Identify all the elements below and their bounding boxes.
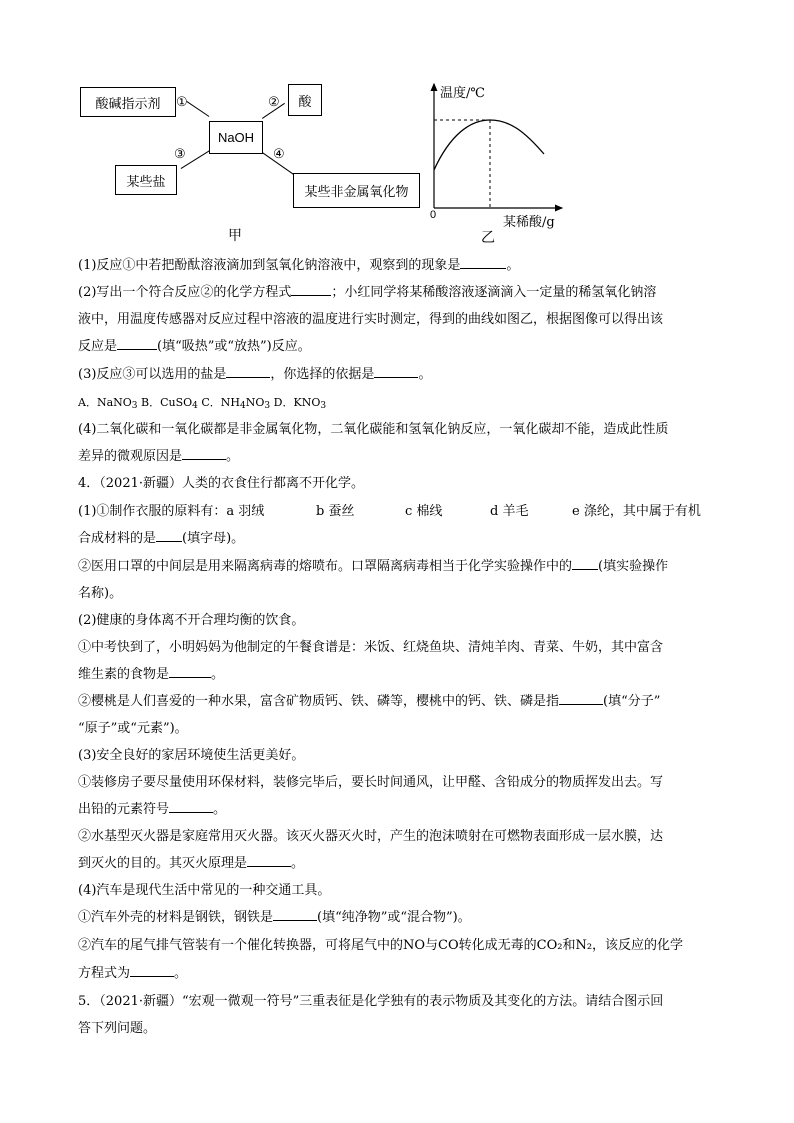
answer-blank[interactable] [130, 976, 174, 977]
answer-blank[interactable] [156, 541, 182, 542]
q4-part1-line4: 名称)。 [78, 586, 123, 601]
q4-part3-line3: ②水基型灭火器是家庭常用灭火器。该灭火器灭火时，产生的泡沫喷射在可燃物表面形成一层水膜，达 [78, 829, 664, 844]
answer-blank[interactable] [572, 569, 598, 570]
answer-blank[interactable] [117, 349, 157, 350]
q5-line2: 答下列问题。 [78, 1021, 157, 1036]
q3-part3: (3)反应③可以选用的盐是 ，你选择的依据是 。 [78, 367, 432, 382]
q4-part3-head: (3)安全良好的家居环境使生活更美好。 [78, 748, 305, 763]
q3-part1: (1)反应①中若把酚酞溶液滴加到氢氧化钠溶液中，观察到的现象是 。 [78, 258, 520, 273]
node-acid: 酸 [288, 84, 322, 116]
answer-blank[interactable] [169, 677, 211, 678]
node-salt: 某些盐 [115, 165, 177, 195]
answer-blank[interactable] [559, 704, 603, 705]
q4-part3-line2: 出铅的元素符号 。 [78, 802, 227, 817]
q4-part1-line3: ②医用口罩的中间层是用来隔离病毒的熔喷布。口罩隔离病毒相当于化学实验操作中的 (填实验操作 [78, 559, 669, 574]
node-naoh: NaOH [209, 121, 263, 154]
q4-part2-head: (2)健康的身体离不开合理均衡的饮食。 [78, 613, 305, 628]
answer-blank[interactable] [169, 812, 213, 813]
q5-line1: 5．（2021·新疆）“宏观一微观一符号”三重表征是化学独有的表示物质及其变化的方法。请结合图示回 [78, 994, 664, 1009]
q4-part4-line3: 方程式为 。 [78, 966, 188, 981]
q4-part2-line2: 维生素的食物是 。 [78, 667, 225, 682]
caption-jia: 甲 [228, 228, 242, 244]
q4-part2-line1: ①中考快到了，小明妈妈为他制定的午餐食谱是：米饭、红烧鱼块、清炖羊肉、青菜、牛奶，其中富含 [78, 640, 664, 655]
q4-part2-line3: ②樱桃是人们喜爱的一种水果，富含矿物质钙、铁、磷等，樱桃中的钙、铁、磷是指 (填“分子” [78, 694, 661, 709]
answer-blank[interactable] [273, 920, 317, 921]
answer-blank[interactable] [460, 268, 506, 269]
node-oxide: 某些非金属氧化物 [293, 173, 420, 208]
q4-heading: 4．（2021·新疆）人类的衣食住行都离不开化学。 [78, 476, 364, 491]
connector-line-1 [186, 101, 209, 117]
caption-yi: 乙 [481, 230, 495, 246]
q4-part3-line4: 到灭火的目的。其灭火原理是 。 [78, 856, 305, 871]
series-line [434, 120, 544, 170]
q3-part4-line1: (4)二氧化碳和一氧化碳都是非金属氧化物，二氧化碳能和氢氧化钠反应，一氧化碳却不能，造成此性质 [78, 422, 669, 437]
q4-part1-line2: 合成材料的是 (填字母)。 [78, 531, 245, 546]
q4-part2-line4: “原子”或“元素”)。 [78, 721, 188, 736]
q4-part4-line1: ①汽车外壳的材料是钢铁，钢铁是 (填“纯净物”或“混合物”)。 [78, 910, 471, 925]
y-axis-label: 温度/℃ [440, 86, 485, 101]
q4-part4-line2: ②汽车的尾气排气管装有一个催化转换器，可将尾气中的NO与CO转化成无毒的CO₂和N₂，该反应的化学 [78, 938, 684, 953]
q3-options: A．NaNO$_3$ B．CuSO$_4$ C．$NH_4NO_3$ D．$KNO_3$ [78, 396, 327, 411]
q3-part4-line2: 差异的微观原因是 。 [78, 449, 240, 464]
q4-part3-line1: ①装修房子要尽量使用环保材料，装修完毕后，要长时间通风，让甲醛、含铅成分的物质挥发出去。写 [78, 775, 664, 790]
node-indicator: 酸碱指示剂 [80, 87, 176, 117]
label-1: ① [176, 95, 188, 110]
answer-blank[interactable] [247, 866, 291, 867]
x-axis-label: 某稀酸/g [503, 215, 555, 230]
q4-part1-line1: (1)①制作衣服的原料有：a 羽绒 b 蚕丝 c 棉线 d 羊毛 e 涤纶，其中属于有机 [78, 504, 701, 519]
q3-part2-line2: 液中，用温度传感器对反应过程中溶液的温度进行实时测定，得到的曲线如图乙，根据图像可以得出该 [78, 312, 664, 327]
label-3: ③ [174, 147, 186, 162]
q4-part4-head: (4)汽车是现代生活中常见的一种交通工具。 [78, 883, 331, 898]
q3-part2-line1: (2)写出一个符合反应②的化学方程式 ；小红同学将某稀酸溶液逐滴滴入一定量的稀氢氧化钠溶 [78, 285, 657, 300]
label-4: ④ [273, 147, 285, 162]
q3-part2-line3: 反应是 (填“吸热”或“放热”)反应。 [78, 339, 311, 354]
answer-blank[interactable] [374, 377, 418, 378]
origin-label: 0 [430, 209, 437, 221]
answer-blank[interactable] [226, 377, 270, 378]
answer-blank[interactable] [291, 295, 331, 296]
label-2: ② [268, 95, 280, 110]
answer-blank[interactable] [182, 459, 226, 460]
